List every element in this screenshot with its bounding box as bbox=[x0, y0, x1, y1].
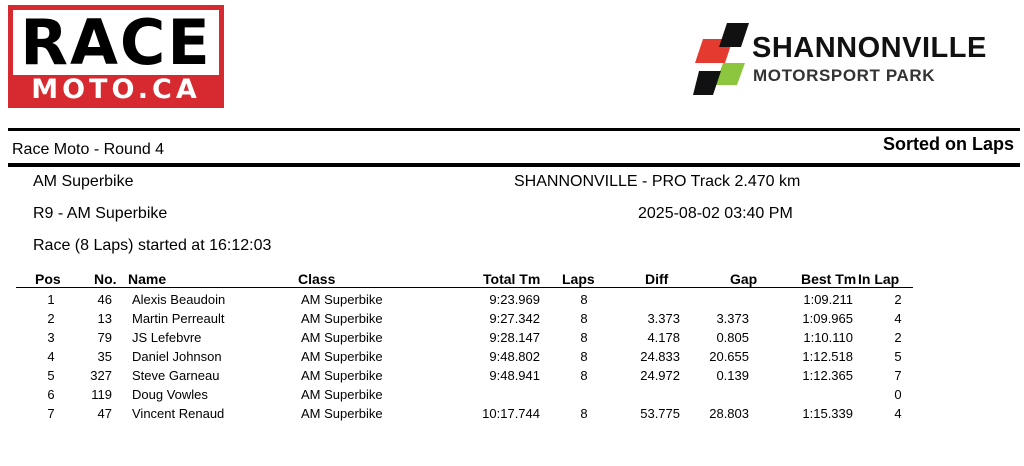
race-moto-logo bbox=[8, 5, 224, 108]
cell-inlap: 4 bbox=[894, 311, 902, 326]
cell-no: 47 bbox=[97, 406, 112, 421]
col-header-class: Class bbox=[298, 271, 336, 287]
cell-laps: 8 bbox=[580, 406, 588, 421]
cell-name: Doug Vowles bbox=[132, 387, 208, 402]
cell-diff: 53.775 bbox=[640, 406, 680, 421]
cell-total: 9:48.802 bbox=[489, 349, 540, 364]
cell-best: 1:12.365 bbox=[802, 368, 853, 383]
race-start-info: Race (8 Laps) started at 16:12:03 bbox=[33, 237, 272, 254]
col-header-no: No. bbox=[94, 271, 117, 287]
cell-name: Martin Perreault bbox=[132, 311, 225, 326]
cell-no: 79 bbox=[97, 330, 112, 345]
cell-name: JS Lefebvre bbox=[132, 330, 202, 345]
cell-inlap: 2 bbox=[894, 292, 902, 307]
cell-total: 9:48.941 bbox=[489, 368, 540, 383]
sort-label: Sorted on Laps bbox=[882, 134, 1014, 154]
cell-name: Daniel Johnson bbox=[132, 349, 222, 364]
cell-name: Alexis Beaudoin bbox=[132, 292, 226, 307]
col-header-inlap: In Lap bbox=[858, 271, 900, 287]
col-header-total: Total Tm bbox=[483, 271, 541, 287]
session-datetime: 2025-08-02 03:40 PM bbox=[638, 205, 793, 222]
col-header-diff: Diff bbox=[645, 271, 669, 287]
cell-pos: 1 bbox=[47, 292, 55, 307]
cell-pos: 2 bbox=[47, 311, 55, 326]
cell-diff: 24.833 bbox=[640, 349, 680, 364]
cell-best: 1:09.965 bbox=[802, 311, 853, 326]
cell-inlap: 2 bbox=[894, 330, 902, 345]
header-rule-top bbox=[8, 128, 1020, 131]
cell-pos: 3 bbox=[47, 330, 55, 345]
col-header-best: Best Tm bbox=[801, 271, 857, 287]
cell-no: 13 bbox=[97, 311, 112, 326]
cell-diff: 4.178 bbox=[647, 330, 680, 345]
cell-inlap: 4 bbox=[894, 406, 902, 421]
cell-laps: 8 bbox=[580, 311, 588, 326]
cell-total: 9:23.969 bbox=[489, 292, 540, 307]
col-header-laps: Laps bbox=[562, 271, 595, 287]
table-row bbox=[0, 385, 1024, 404]
cell-total: 10:17.744 bbox=[482, 406, 540, 421]
session-name: R9 - AM Superbike bbox=[33, 205, 168, 222]
cell-class: AM Superbike bbox=[301, 368, 383, 383]
cell-inlap: 7 bbox=[894, 368, 902, 383]
col-header-name: Name bbox=[128, 271, 167, 287]
shannonville-flag-icon bbox=[693, 23, 749, 95]
cell-name: Vincent Renaud bbox=[132, 406, 225, 421]
table-row bbox=[0, 404, 1024, 423]
cell-total: 9:27.342 bbox=[489, 311, 540, 326]
track-logo-subtitle: MOTORSPORT PARK bbox=[753, 66, 936, 85]
cell-no: 46 bbox=[97, 292, 112, 307]
cell-class: AM Superbike bbox=[301, 330, 383, 345]
cell-diff: 24.972 bbox=[640, 368, 680, 383]
race-logo-text: RACE bbox=[20, 5, 212, 79]
cell-class: AM Superbike bbox=[301, 292, 383, 307]
cell-inlap: 5 bbox=[894, 349, 902, 364]
cell-no: 119 bbox=[91, 387, 112, 402]
track-info: SHANNONVILLE - PRO Track 2.470 km bbox=[514, 173, 801, 190]
cell-no: 327 bbox=[90, 368, 112, 383]
cell-class: AM Superbike bbox=[301, 387, 383, 402]
cell-class: AM Superbike bbox=[301, 349, 383, 364]
cell-best: 1:12.518 bbox=[802, 349, 853, 364]
cell-diff: 3.373 bbox=[647, 311, 680, 326]
cell-gap: 0.805 bbox=[716, 330, 749, 345]
col-header-gap: Gap bbox=[730, 271, 758, 287]
table-row bbox=[0, 366, 1024, 385]
cell-inlap: 0 bbox=[894, 387, 902, 402]
cell-best: 1:15.339 bbox=[802, 406, 853, 421]
cell-gap: 20.655 bbox=[709, 349, 749, 364]
table-row bbox=[0, 309, 1024, 328]
cell-name: Steve Garneau bbox=[132, 368, 220, 383]
cell-gap: 3.373 bbox=[716, 311, 749, 326]
col-header-pos: Pos bbox=[35, 271, 61, 287]
table-row bbox=[0, 347, 1024, 366]
cell-total: 9:28.147 bbox=[489, 330, 540, 345]
cell-pos: 6 bbox=[47, 387, 55, 402]
cell-best: 1:09.211 bbox=[803, 292, 853, 307]
table-row bbox=[0, 328, 1024, 347]
cell-pos: 7 bbox=[47, 406, 55, 421]
moto-logo-text: MOTO.CA bbox=[31, 74, 201, 105]
cell-gap: 28.803 bbox=[709, 406, 749, 421]
cell-class: AM Superbike bbox=[301, 406, 383, 421]
cell-laps: 8 bbox=[580, 330, 588, 345]
event-title: Race Moto - Round 4 bbox=[12, 141, 165, 158]
cell-pos: 4 bbox=[47, 349, 55, 364]
cell-best: 1:10.110 bbox=[803, 330, 853, 345]
cell-gap: 0.139 bbox=[716, 368, 749, 383]
table-header-rule bbox=[16, 287, 913, 288]
cell-pos: 5 bbox=[47, 368, 55, 383]
cell-laps: 8 bbox=[580, 349, 588, 364]
cell-class: AM Superbike bbox=[301, 311, 383, 326]
cell-laps: 8 bbox=[580, 368, 588, 383]
cell-laps: 8 bbox=[580, 292, 588, 307]
table-row bbox=[0, 290, 1024, 309]
header-rule-bottom bbox=[8, 163, 1020, 167]
track-logo-name: SHANNONVILLE bbox=[752, 32, 987, 64]
cell-no: 35 bbox=[97, 349, 112, 364]
class-name: AM Superbike bbox=[33, 173, 134, 190]
